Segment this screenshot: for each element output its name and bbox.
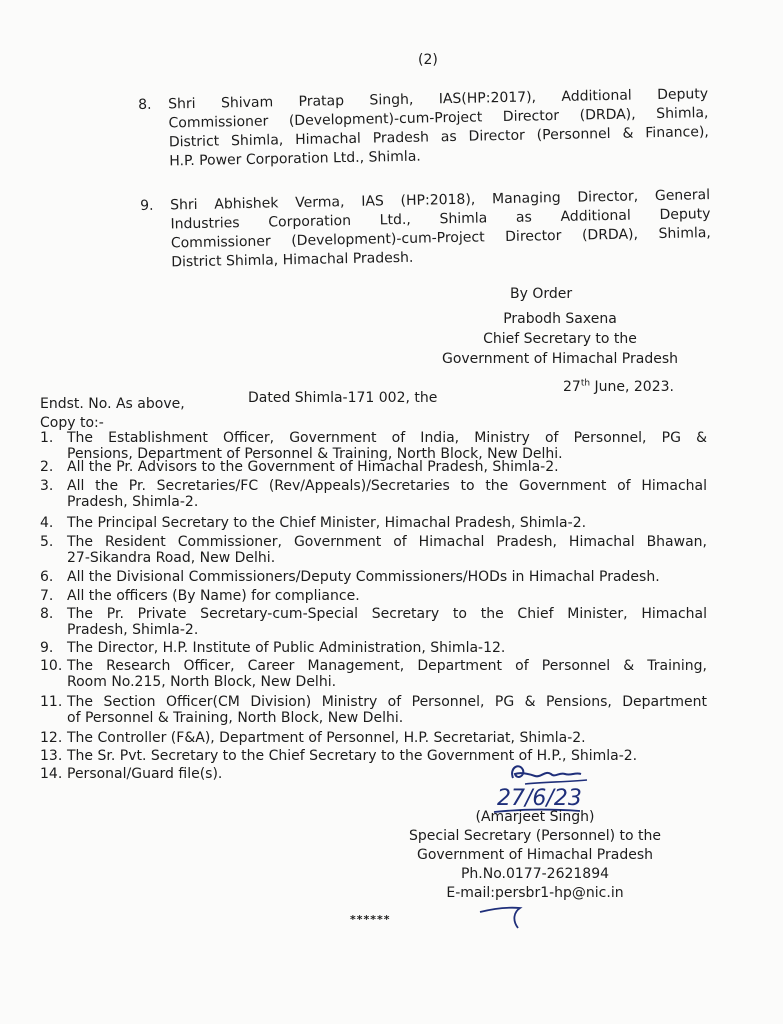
by-order-label: By Order <box>510 286 573 302</box>
copy-item-text <box>67 730 707 746</box>
copy-item-line: The Section Officer(CM Division) Ministry of Personnel, PG & Pensions, Department <box>67 694 707 710</box>
order-item-line: District Shimla, Himachal Pradesh as Director (Personnel & Finance), <box>168 124 709 151</box>
order-item-number: 8. <box>138 96 152 113</box>
copy-item-line: The Principal Secretary to the Chief Minister, Himachal Pradesh, Shimla-2. <box>67 515 587 531</box>
copy-item-line: All the officers (By Name) for compliance. <box>67 588 360 604</box>
copy-item-text <box>67 588 707 604</box>
copy-item-number: 3. <box>40 478 54 494</box>
copy-item-line: Pensions, Department of Personnel & Training, North Block, New Delhi. <box>67 446 563 462</box>
copy-item-text <box>67 459 707 475</box>
copy-item-line: Personal/Guard file(s). <box>67 766 223 782</box>
date-rest: June, 2023. <box>590 379 674 395</box>
copy-item-number: 1. <box>40 430 54 446</box>
order-item-line: Commissioner (Development)-cum-Project Director (DRDA), Shimla, <box>168 105 709 132</box>
endorsement-dated: Dated Shimla-171 002, the <box>248 390 438 406</box>
signatory2-phone: Ph.No.0177-2621894 <box>460 866 610 882</box>
end-marker: ****** <box>350 913 391 926</box>
order-item-text <box>170 186 711 272</box>
signatory2-block <box>380 808 690 903</box>
copy-item-number: 11. <box>40 694 63 710</box>
order-item-line: H.P. Power Corporation Ltd., Shimla. <box>169 148 421 170</box>
copy-item-text <box>67 748 707 764</box>
signatory-name: Prabodh Saxena <box>503 311 617 327</box>
copy-item-line: All the Divisional Commissioners/Deputy Commissioners/HODs in Himachal Pradesh. <box>67 569 660 585</box>
order-item-line: Industries Corporation Ltd., Shimla as Additional Deputy <box>170 206 711 233</box>
copy-item-number: 8. <box>40 606 54 622</box>
copy-item-text <box>67 606 707 638</box>
order-item-number: 9. <box>140 197 154 214</box>
initials-mark <box>478 898 538 934</box>
copy-item-number: 12. <box>40 730 63 746</box>
copy-item-line: Room No.215, North Block, New Delhi. <box>67 674 337 690</box>
signatory2-government: Government of Himachal Pradesh <box>416 847 654 863</box>
copy-item-text <box>67 694 707 726</box>
copy-item-text <box>67 430 707 462</box>
copy-item-number: 7. <box>40 588 54 604</box>
date-suffix: th <box>580 378 591 389</box>
date-day: 27 <box>563 379 581 395</box>
signatory-designation: Chief Secretary to the <box>483 331 637 347</box>
signatory2-designation: Special Secretary (Personnel) to the <box>409 828 661 844</box>
copy-item-number: 5. <box>40 534 54 550</box>
copy-item-line: The Pr. Private Secretary-cum-Special Secretary to the Chief Minister, Himachal <box>67 606 707 622</box>
copy-item-line: Pradesh, Shimla-2. <box>67 622 199 638</box>
endorsement-date <box>563 379 674 395</box>
copy-item-text <box>67 534 707 566</box>
copy-item-line: The Establishment Officer, Government of India, Ministry of Personnel, PG & <box>67 430 707 446</box>
endorsement-number: Endst. No. As above, <box>40 396 185 412</box>
copy-item-text <box>67 640 707 656</box>
copy-item-number: 10. <box>40 658 63 674</box>
copy-item-line: Pradesh, Shimla-2. <box>67 494 199 510</box>
copy-item-line: All the Pr. Advisors to the Government of Himachal Pradesh, Shimla-2. <box>67 459 559 475</box>
signatory2-email: E-mail:persbr1-hp@nic.in <box>446 885 624 901</box>
order-item-line: Commissioner (Development)-cum-Project Director (DRDA), Shimla, <box>170 225 711 252</box>
copy-item-line: of Personnel & Training, North Block, New Delhi. <box>67 710 404 726</box>
copy-item-text <box>67 569 707 585</box>
copy-item-line: All the Pr. Secretaries/FC (Rev/Appeals)/Secretaries to the Government of Himachal <box>67 478 707 494</box>
copy-item-number: 6. <box>40 569 54 585</box>
copy-item-number: 4. <box>40 515 54 531</box>
handwritten-date: 27/6/23 <box>497 786 582 811</box>
copy-item-line: 27-Sikandra Road, New Delhi. <box>67 550 276 566</box>
copy-item-number: 2. <box>40 459 54 475</box>
copy-item-text <box>67 658 707 690</box>
copy-item-text <box>67 478 707 510</box>
order-item-line: Shri Abhishek Verma, IAS (HP:2018), Managing Director, General <box>170 187 711 214</box>
order-item-text <box>168 85 709 171</box>
copy-item-line: The Controller (F&A), Department of Personnel, H.P. Secretariat, Shimla-2. <box>67 730 586 746</box>
copy-item-line: The Resident Commissioner, Government of Himachal Pradesh, Himachal Bhawan, <box>67 534 707 550</box>
signatory2-name: (Amarjeet Singh) <box>475 809 595 825</box>
copy-item-line: The Research Officer, Career Management, Department of Personnel & Training, <box>67 658 707 674</box>
page-number: (2) <box>418 52 438 68</box>
signatory-block <box>430 309 690 369</box>
signatory-government: Government of Himachal Pradesh <box>441 351 679 367</box>
copy-item-number: 14. <box>40 766 63 782</box>
copy-item-line: The Director, H.P. Institute of Public Administration, Shimla-12. <box>67 640 506 656</box>
copy-item-text <box>67 515 707 531</box>
copy-to-label: Copy to:- <box>40 415 104 431</box>
copy-item-line: The Sr. Pvt. Secretary to the Chief Secretary to the Government of H.P., Shimla-2. <box>67 748 638 764</box>
copy-item-text <box>67 766 707 782</box>
order-item-line: Shri Shivam Pratap Singh, IAS(HP:2017), Additional Deputy <box>168 86 709 113</box>
order-item-line: District Shimla, Himachal Pradesh. <box>171 249 414 271</box>
copy-item-number: 9. <box>40 640 54 656</box>
copy-item-number: 13. <box>40 748 63 764</box>
